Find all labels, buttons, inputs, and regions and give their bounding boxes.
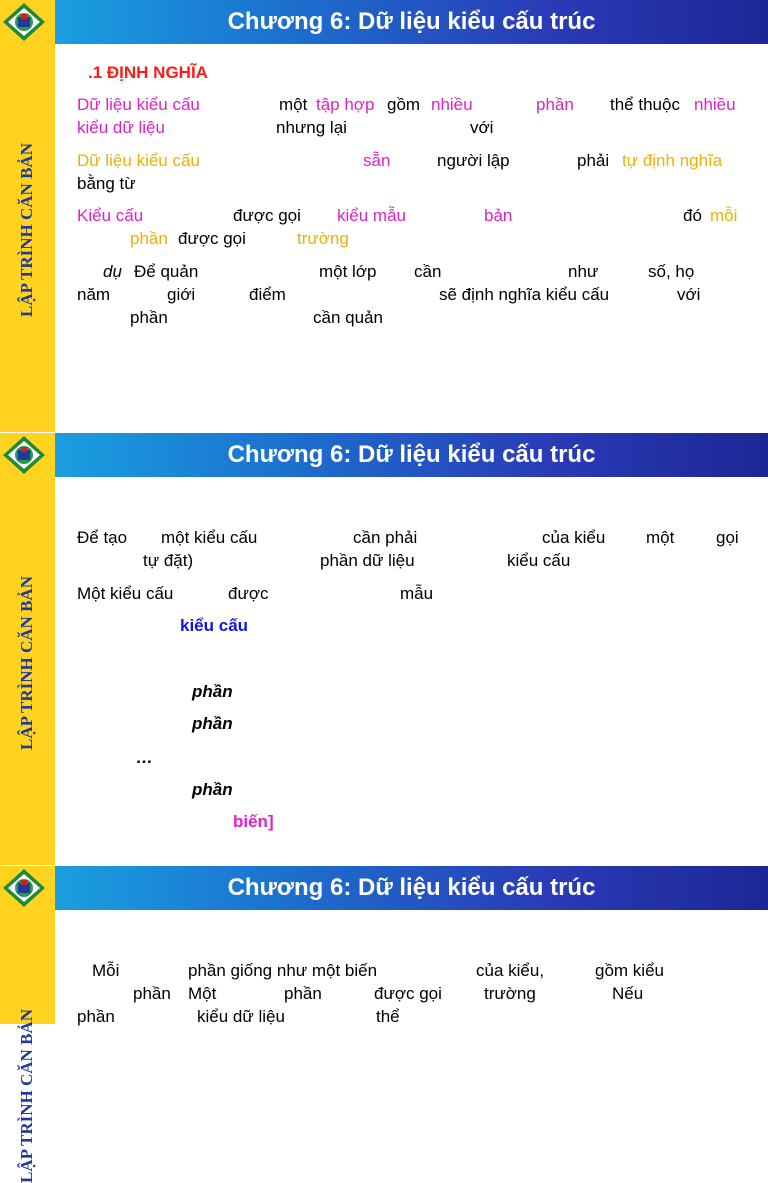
text: được gọi: [374, 984, 442, 1003]
text: phải: [577, 151, 610, 170]
text: phần: [133, 984, 171, 1003]
text: phần giống như một biến: [188, 961, 378, 980]
text: Một kiểu cấu: [77, 584, 174, 603]
text: điểm: [249, 285, 286, 304]
code-ellipsis: …: [136, 748, 153, 767]
university-logo-icon: [2, 868, 46, 908]
university-logo-icon: [2, 2, 46, 42]
text: đó: [683, 206, 702, 225]
slide-1: [0, 0, 768, 432]
text: trường: [484, 984, 536, 1003]
text: dụ: [103, 262, 122, 281]
text: Nếu: [612, 984, 644, 1003]
text: kiểu mẫu: [337, 206, 406, 225]
text: Dữ liệu kiểu cấu: [77, 95, 200, 114]
text: một: [646, 528, 675, 547]
text: cần phải: [353, 528, 418, 547]
text: nhưng lại: [276, 118, 347, 137]
text: được: [228, 584, 269, 603]
text: phần dữ liệu: [320, 551, 415, 570]
text: mỗi: [710, 206, 738, 225]
text: tự định nghĩa: [622, 151, 723, 170]
text: với: [677, 285, 701, 304]
code-field: phần: [192, 714, 233, 733]
section-heading: .1 ĐỊNH NGHĨA: [88, 63, 208, 82]
slide-3: [0, 866, 768, 1183]
text: được gọi: [233, 206, 301, 225]
text: sẽ định nghĩa kiểu cấu: [439, 285, 610, 304]
text: người lập: [437, 151, 510, 170]
side-label: LẬP TRÌNH CĂN BẢN: [17, 576, 36, 750]
text: gồm: [387, 95, 421, 114]
text: mẫu: [400, 584, 434, 603]
text: Kiểu cấu: [77, 206, 144, 225]
code-field: phần: [192, 682, 233, 701]
text: năm: [77, 285, 111, 304]
text: số, họ: [648, 262, 695, 281]
side-bar: [0, 433, 55, 865]
text: của kiểu: [542, 528, 606, 547]
text: của kiểu,: [476, 961, 545, 980]
side-bar: [0, 0, 55, 432]
text: sẵn: [363, 151, 391, 170]
text: phần: [130, 229, 168, 248]
text: Để quản: [134, 262, 199, 281]
side-bar: [0, 866, 55, 1183]
slide-title: Chương 6: Dữ liệu kiểu cấu trúc: [55, 433, 768, 477]
slide-2: [0, 433, 768, 865]
text: cần: [414, 262, 442, 281]
text: cần quản: [313, 308, 383, 327]
text: phần: [536, 95, 574, 114]
text: kiểu dữ liệu: [197, 1007, 285, 1026]
code-end: biến]: [233, 812, 274, 831]
text: giới: [167, 285, 196, 304]
slide-title: Chương 6: Dữ liệu kiểu cấu trúc: [55, 0, 768, 44]
text: bản: [484, 206, 513, 225]
text: Để tạo: [77, 528, 128, 547]
text: kiểu cấu: [507, 551, 571, 570]
text: nhiều: [431, 95, 473, 114]
text: một kiểu cấu: [161, 528, 258, 547]
text: một lớp: [319, 262, 377, 281]
text: kiểu dữ liệu: [77, 118, 165, 137]
university-logo-icon: [2, 435, 46, 475]
text: bằng từ: [77, 174, 136, 193]
slide-title: Chương 6: Dữ liệu kiểu cấu trúc: [55, 866, 768, 910]
text: phần: [77, 1007, 115, 1026]
text: gồm kiểu: [595, 961, 664, 980]
text: tự đặt): [143, 551, 194, 570]
code-field: phần: [192, 780, 233, 799]
text: thể thuộc: [610, 95, 680, 114]
text: gọi: [716, 528, 739, 547]
text: với: [470, 118, 494, 137]
text: nhiều: [694, 95, 736, 114]
text: thể: [376, 1007, 400, 1026]
side-label: LẬP TRÌNH CĂN BẢN: [17, 1009, 36, 1183]
side-label: LẬP TRÌNH CĂN BẢN: [17, 143, 36, 317]
text: tập hợp: [316, 95, 375, 114]
text: Dữ liệu kiểu cấu: [77, 151, 200, 170]
code-keyword: kiểu cấu: [180, 616, 249, 635]
text: được gọi: [178, 229, 246, 248]
text: trường: [297, 229, 349, 248]
text: Một: [188, 984, 217, 1003]
text: phần: [130, 308, 168, 327]
text: một: [279, 95, 308, 114]
text: phần: [284, 984, 322, 1003]
text: như: [568, 262, 599, 281]
text: Mỗi: [92, 961, 120, 980]
